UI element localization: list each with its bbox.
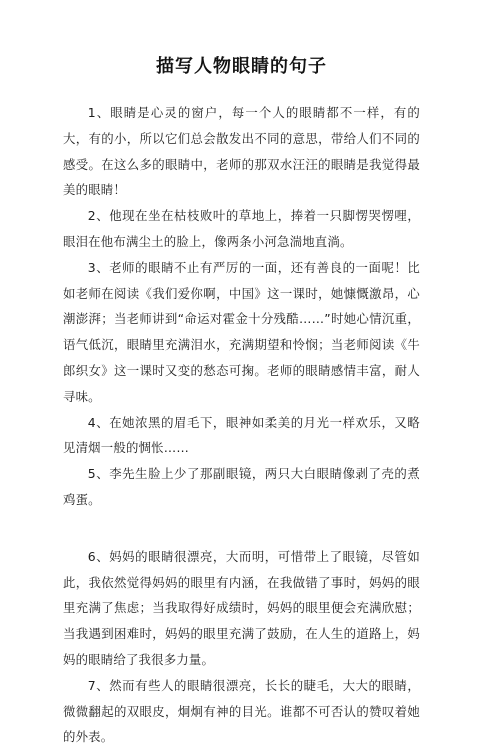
paragraph-6: 6、妈妈的眼睛很漂亮，大而明，可惜带上了眼镜，尽管如此，我依然觉得妈妈的眼里有内涵，在我做错了事时，妈妈的眼里充满了焦虑；当我取得好成绩时，妈妈的眼里便会充满欣慰；当我遇到困难时，妈妈的眼里充满了鼓励，在人生的道路上，妈妈的眼睛给了我很多力量。: [63, 548, 420, 667]
paragraph-3: 3、老师的眼睛不止有严厉的一面，还有善良的一面呢！比如老师在阅读《我们爱你啊，中国》这一课时，她慷慨激昂，心潮澎湃；当老师讲到“命运对霍金十分残酷……”时她心情沉重，语气低沉，眼睛里充满泪水，充满期望和怜悯；当老师阅读《牛郎织女》这一课时又变的愁态可掬。老师的眼睛感情丰富，耐人寻味。: [63, 259, 420, 404]
document-title: 描写人物眼睛的句子: [156, 56, 327, 77]
paragraph-7: 7、然而有些人的眼睛很漂亮，长长的睫毛，大大的眼睛，微微翻起的双眼皮，炯炯有神的目光。谁都不可否认的赞叹着她的外表。: [63, 677, 420, 745]
paragraph-5: 5、李先生脸上少了那副眼镜，两只大白眼睛像剥了壳的煮鸡蛋。: [63, 466, 420, 507]
paragraph-1: 1、眼睛是心灵的窗户，每一个人的眼睛都不一样，有的大，有的小，所以它们总会散发出不同的意思，带给人们不同的感受。在这么多的眼睛中，老师的那双水汪汪的眼睛是我觉得最美的眼睛！: [63, 105, 420, 198]
paragraph-2: 2、他现在坐在枯枝败叶的草地上，捧着一只脚愣哭愣哩，眼泪在他布满尘土的脸上，像两条小河急湍地直淌。: [63, 208, 420, 249]
paragraph-4: 4、在她浓黑的眉毛下，眼神如柔美的月光一样欢乐，又略见清烟一般的惆怅……: [63, 414, 420, 456]
